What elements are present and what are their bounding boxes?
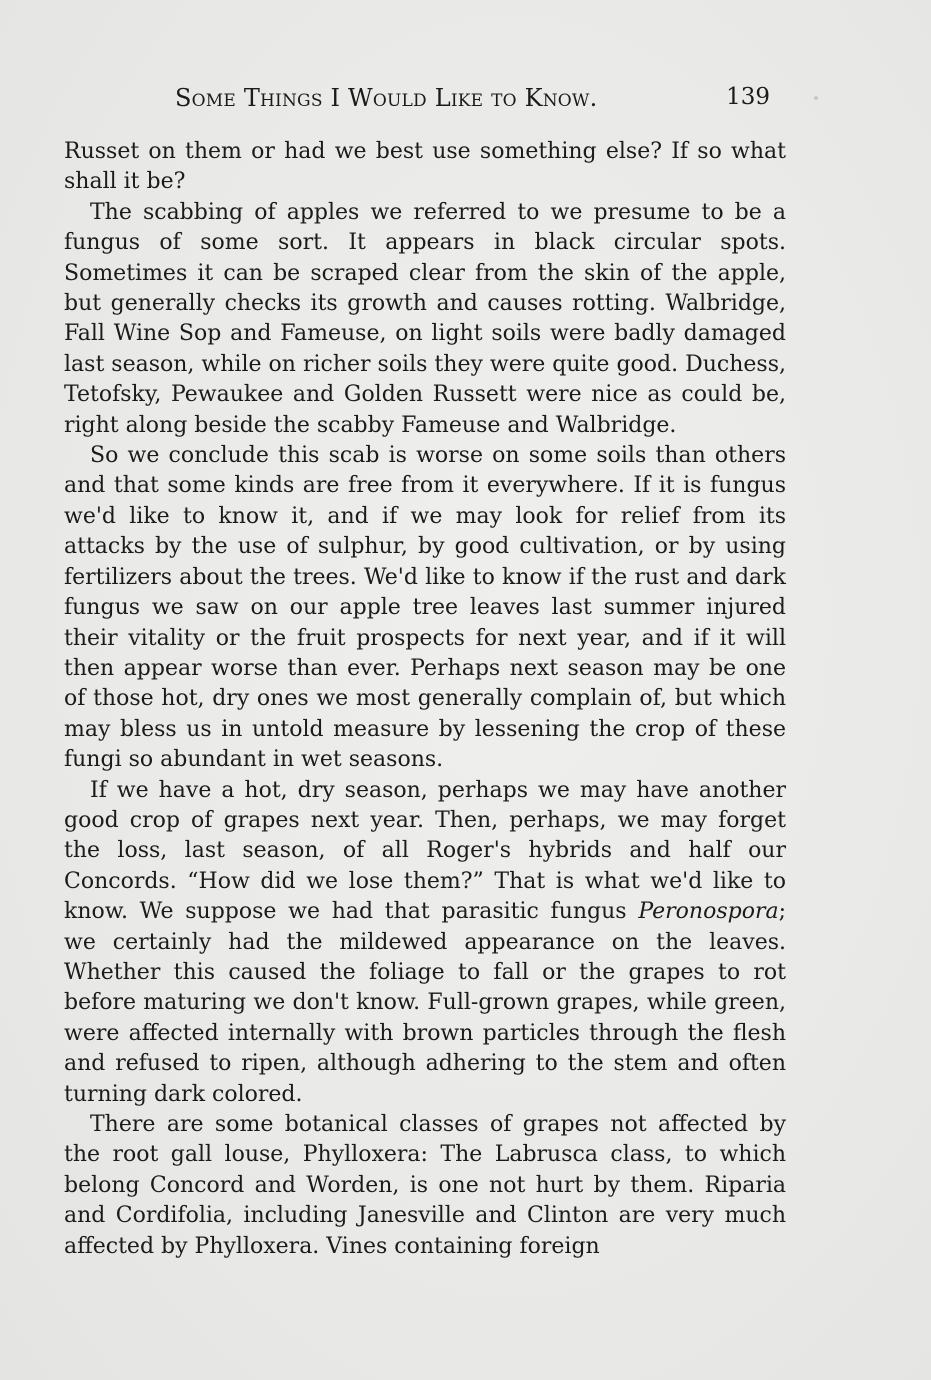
paragraph-3: So we conclude this scab is worse on some soils than others and that some kinds are free from it everywhere. If it is fungus we'd like to know it, and if we may look for relief from its attacks by the use of sulphur, by good cultivation, or by using fertilizers about the trees. We'd like to know if the rust and dark fungus we saw on our apple tree leaves last summer injured their vitality or the fruit prospects for next year, and if it will then appear worse than ever. Perhaps next season may be one of those hot, dry ones we most generally complain of, but which may bless us in untold measure by lessening the crop of these fungi so abundant in wet seasons. xyxy=(64,443,786,773)
paragraph-4 xyxy=(64,776,786,1110)
paragraph-4-text-after-italic: ; we certainly had the mildewed appearance on the leaves. Whether this caused the foliage to fall or the grapes to rot before maturing we don't know. Full-grown grapes, while green, were affected internally with brown particles through the flesh and refused to ripen, although adhering to the stem and often turning dark colored. xyxy=(64,899,786,1107)
page-number: 139 xyxy=(726,84,770,110)
running-title: Some Things I Would Like to Know. xyxy=(175,84,598,112)
italic-term: Peronospora xyxy=(638,899,779,925)
paragraph-4-text-before-italic: If we have a hot, dry season, perhaps we may have another good crop of grapes next year. Then, perhaps, we may forget the loss, last season, of all Roger's hybrids and half our Concords. “How did we lose them?” That is what we'd like to know. We suppose we had that parasitic fungus xyxy=(64,777,786,925)
paragraph-2: The scabbing of apples we referred to we presume to be a fungus of some sort. It appears in black circular spots. Sometimes it can be scraped clear from the skin of the apple, but generally checks its growth and causes rotting. Walbridge, Fall Wine Sop and Fameuse, on light soils were badly damaged last season, while on richer soils they were quite good. Duchess, Tetofsky, Pewaukee and Golden Russett were nice as could be, right along beside the scabby Fameuse and Walbridge. xyxy=(64,199,786,438)
paper-speck xyxy=(814,96,818,100)
body-text xyxy=(64,137,786,1262)
paragraph-1: Russet on them or had we best use something else? If so what shall it be? xyxy=(64,139,786,195)
paragraph-5: There are some botanical classes of grapes not affected by the root gall louse, Phylloxera: The Labrusca class, to which belong Concord and Worden, is one not hurt by them. Riparia and Cordifolia, including Janesville and Clinton are very much affected by Phylloxera. Vines containing foreign xyxy=(64,1112,786,1259)
page-header xyxy=(175,84,775,118)
